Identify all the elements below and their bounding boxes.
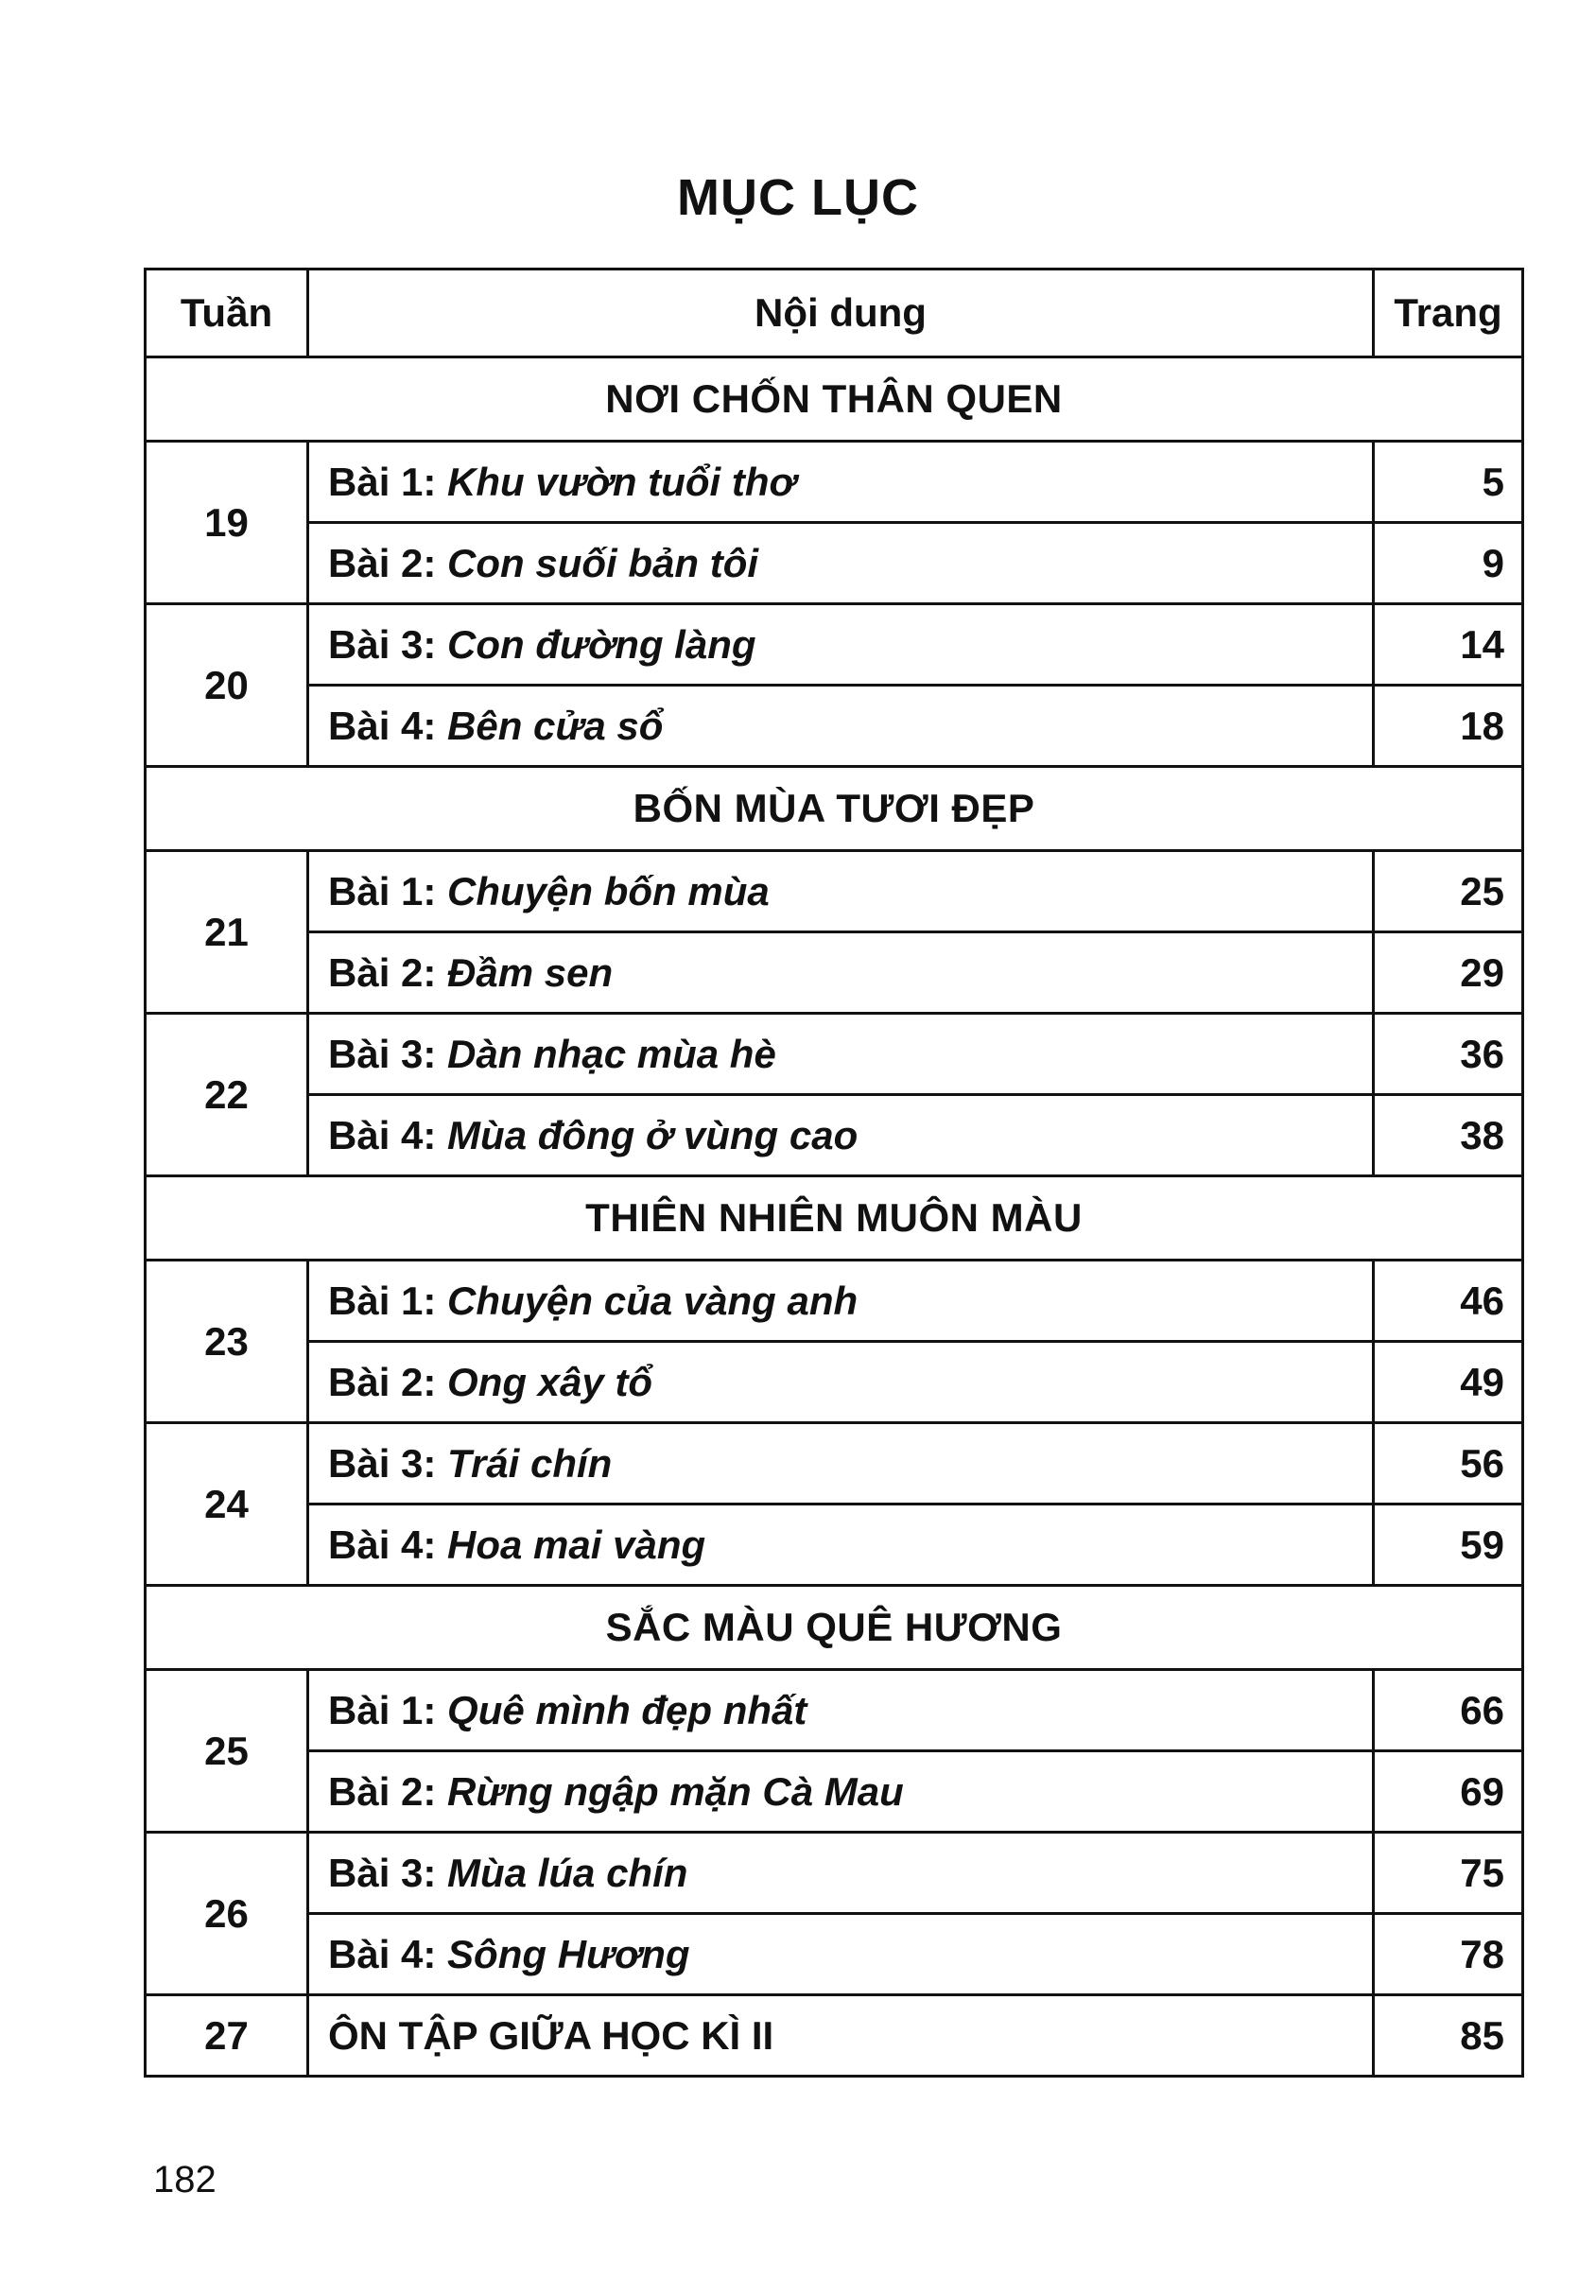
lesson-page: 5 [1374,442,1523,523]
lesson-content [308,851,1374,932]
review-week: 27 [146,1995,308,2077]
week-number: 25 [146,1670,308,1833]
lesson-content [308,1751,1374,1833]
lesson-content [308,523,1374,604]
lesson-title: Dàn nhạc mùa hè [447,1031,776,1076]
lesson-content [308,1261,1374,1342]
lesson-page: 14 [1374,604,1523,686]
lesson-page: 36 [1374,1014,1523,1095]
lesson-content [308,1833,1374,1914]
table-body [146,357,1523,2077]
section-row [146,767,1523,851]
lesson-content [308,1014,1374,1095]
lesson-number: Bài 3: [328,1850,437,1895]
page-title: MỤC LỤC [677,169,919,226]
review-page: 85 [1374,1995,1523,2077]
lesson-page: 29 [1374,932,1523,1014]
lesson-row [146,1914,1523,1995]
lesson-page: 25 [1374,851,1523,932]
lesson-page: 75 [1374,1833,1523,1914]
lesson-row [146,442,1523,523]
lesson-content [308,604,1374,686]
lesson-row [146,1423,1523,1505]
lesson-number: Bài 2: [328,949,437,995]
lesson-row [146,686,1523,767]
table-of-contents [144,268,1524,2078]
lesson-title: Khu vườn tuổi thơ [447,459,796,504]
lesson-page: 59 [1374,1505,1523,1586]
table-header-row [146,270,1523,357]
section-title: THIÊN NHIÊN MUÔN MÀU [146,1176,1523,1261]
lesson-content [308,1095,1374,1176]
week-number: 23 [146,1261,308,1423]
lesson-title: Chuyện của vàng anh [447,1278,859,1323]
lesson-page: 56 [1374,1423,1523,1505]
lesson-number: Bài 1: [328,868,437,913]
lesson-title: Sông Hương [447,1931,690,1976]
section-row [146,1176,1523,1261]
lesson-row [146,604,1523,686]
lesson-content [308,1670,1374,1751]
lesson-title: Chuyện bốn mùa [447,868,770,913]
lesson-row [146,1751,1523,1833]
lesson-title: Đầm sen [447,949,614,995]
lesson-content [308,932,1374,1014]
lesson-title: Mùa đông ở vùng cao [447,1112,859,1157]
section-title: SẮC MÀU QUÊ HƯƠNG [146,1586,1523,1670]
lesson-content [308,1423,1374,1505]
lesson-number: Bài 2: [328,540,437,585]
lesson-title: Bên cửa sổ [447,703,664,748]
lesson-page: 69 [1374,1751,1523,1833]
week-number: 24 [146,1423,308,1586]
section-title: NƠI CHỐN THÂN QUEN [146,357,1523,442]
lesson-number: Bài 3: [328,1031,437,1076]
lesson-row [146,1670,1523,1751]
lesson-row [146,1014,1523,1095]
lesson-row [146,1095,1523,1176]
lesson-title: Con suối bản tôi [447,540,759,585]
lesson-number: Bài 3: [328,621,437,667]
lesson-row [146,851,1523,932]
lesson-number: Bài 4: [328,1112,437,1157]
review-row [146,1995,1523,2077]
lesson-content [308,1914,1374,1995]
header-page: Trang [1374,270,1523,357]
section-row [146,1586,1523,1670]
lesson-title: Hoa mai vàng [447,1522,706,1567]
lesson-row [146,1833,1523,1914]
lesson-number: Bài 4: [328,1931,437,1976]
lesson-title: Con đường làng [447,621,756,667]
lesson-row [146,1261,1523,1342]
lesson-number: Bài 1: [328,1687,437,1732]
lesson-title: Mùa lúa chín [447,1850,688,1895]
lesson-row [146,932,1523,1014]
lesson-row [146,1505,1523,1586]
lesson-title: Rừng ngập mặn Cà Mau [447,1768,904,1814]
lesson-page: 46 [1374,1261,1523,1342]
week-number: 20 [146,604,308,767]
lesson-content [308,686,1374,767]
lesson-number: Bài 2: [328,1359,437,1404]
lesson-number: Bài 1: [328,1278,437,1323]
lesson-number: Bài 4: [328,1522,437,1567]
review-content: ÔN TẬP GIỮA HỌC KÌ II [308,1995,1374,2077]
lesson-page: 78 [1374,1914,1523,1995]
lesson-number: Bài 4: [328,703,437,748]
lesson-content [308,1342,1374,1423]
section-title: BỐN MÙA TƯƠI ĐẸP [146,767,1523,851]
week-number: 26 [146,1833,308,1995]
lesson-row [146,1342,1523,1423]
lesson-page: 9 [1374,523,1523,604]
lesson-page: 38 [1374,1095,1523,1176]
lesson-content [308,442,1374,523]
lesson-page: 18 [1374,686,1523,767]
page-number: 182 [153,2159,217,2200]
lesson-number: Bài 2: [328,1768,437,1814]
lesson-page: 66 [1374,1670,1523,1751]
section-row [146,357,1523,442]
lesson-title: Quê mình đẹp nhất [447,1687,807,1732]
header-week: Tuần [146,270,308,357]
week-number: 22 [146,1014,308,1176]
lesson-row [146,523,1523,604]
lesson-page: 49 [1374,1342,1523,1423]
lesson-number: Bài 3: [328,1440,437,1486]
lesson-content [308,1505,1374,1586]
lesson-title: Ong xây tổ [447,1359,653,1404]
week-number: 21 [146,851,308,1014]
lesson-title: Trái chín [447,1440,613,1486]
lesson-number: Bài 1: [328,459,437,504]
header-content: Nội dung [308,270,1374,357]
week-number: 19 [146,442,308,604]
